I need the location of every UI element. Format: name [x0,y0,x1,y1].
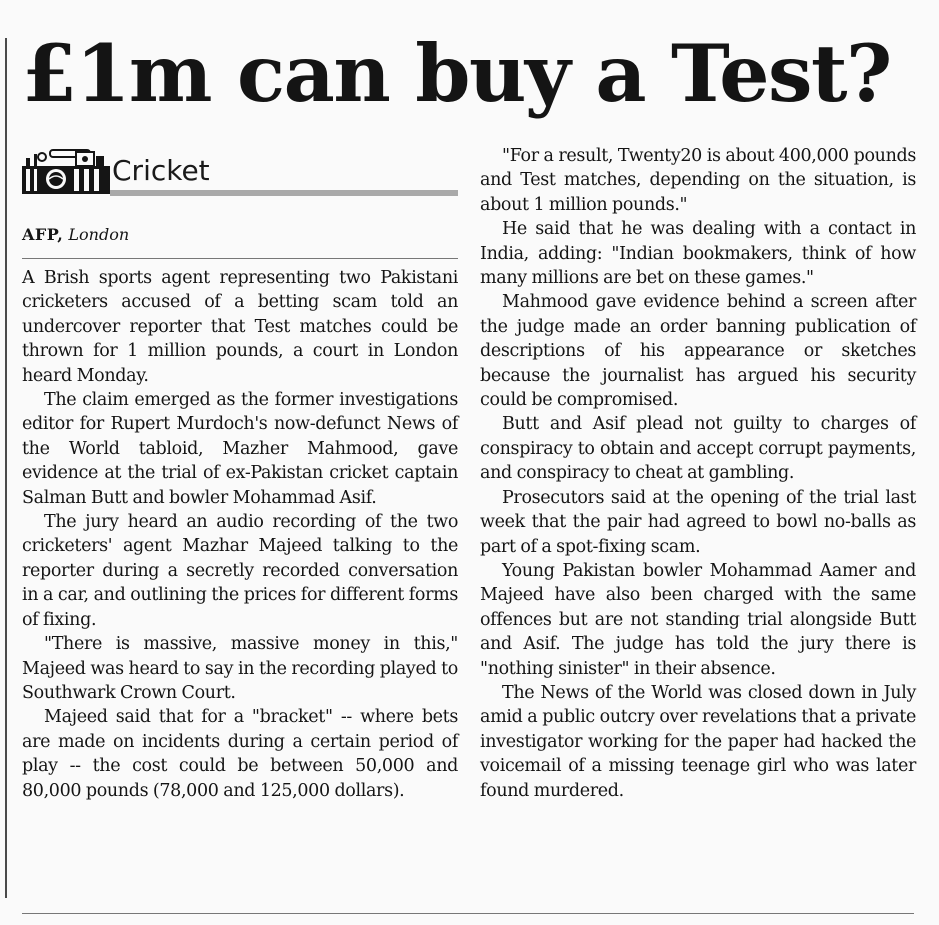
article-paragraph: A Brish sports agent representing two Pakistani cricketers accused of a betting scam told an undercover reporter that Test matches could be thrown for 1 million pounds, a court in London heard Monday. [22,268,458,386]
article-paragraph: Mahmood gave evidence behind a screen after the judge made an order banning publication of descriptions of his appearance or sketches because the journalist has argued his security could be compromised. [480,292,916,411]
article-paragraph: Majeed said that for a "bracket" -- where bets are made on incidents during a certain period of play -- the cost could be between 50,000 and 80,000 pounds (78,000 and 125,000 dollars). [22,707,458,801]
article-paragraph: "There is massive, massive money in this," Majeed was heard to say in the recording played to Southwark Crown Court. [22,634,458,703]
section-rule [110,190,458,196]
article-paragraph: The claim emerged as the former investigations editor for Rupert Murdoch's now-defunct News of the World tabloid, Mazher Mahmood, gave evidence at the trial of ex-Pakistan cricket captain Salman Butt and bowler Mohammad Asif. [22,390,458,508]
left-column-rule [5,38,7,898]
byline-place: London [68,225,130,244]
section-header [22,148,458,198]
bottom-rule [22,913,914,914]
article-column-right [480,144,916,803]
byline-agency: AFP, [22,225,64,244]
article-paragraph: Butt and Asif plead not guilty to charges of conspiracy to obtain and accept corrupt payments, and conspiracy to cheat at gambling. [480,414,916,484]
article-paragraph: The News of the World was closed down in July amid a public outcry over revelations that a private investigator working for the paper had hacked the voicemail of a missing teenage girl who was later found murdered. [480,682,916,801]
article-paragraph: He said that he was dealing with a contact in India, adding: "Indian bookmakers, think of how many millions are bet on these games." [480,219,916,289]
cricket-equipment-icon [22,148,110,194]
byline [22,224,129,246]
article-paragraph: Prosecutors said at the opening of the trial last week that the pair had agreed to bowl no-balls as part of a spot-fixing scam. [480,487,916,557]
article-column-left [22,266,458,803]
byline-rule [22,258,458,259]
article-paragraph: The jury heard an audio recording of the two cricketers' agent Mazhar Majeed talking to the reporter during a secretly recorded conversation in a car, and outlining the prices for different forms of fixing. [22,512,458,630]
headline: £1m can buy a Test? [22,27,891,120]
section-label: Cricket [112,154,210,187]
article-paragraph: "For a result, Twenty20 is about 400,000 pounds and Test matches, depending on the situation, is about 1 million pounds." [480,146,916,215]
article-paragraph: Young Pakistan bowler Mohammad Aamer and Majeed have also been charged with the same offences but are not standing trial alongside Butt and Asif. The judge has told the jury there is "nothing sinister" in their absence. [480,560,916,679]
